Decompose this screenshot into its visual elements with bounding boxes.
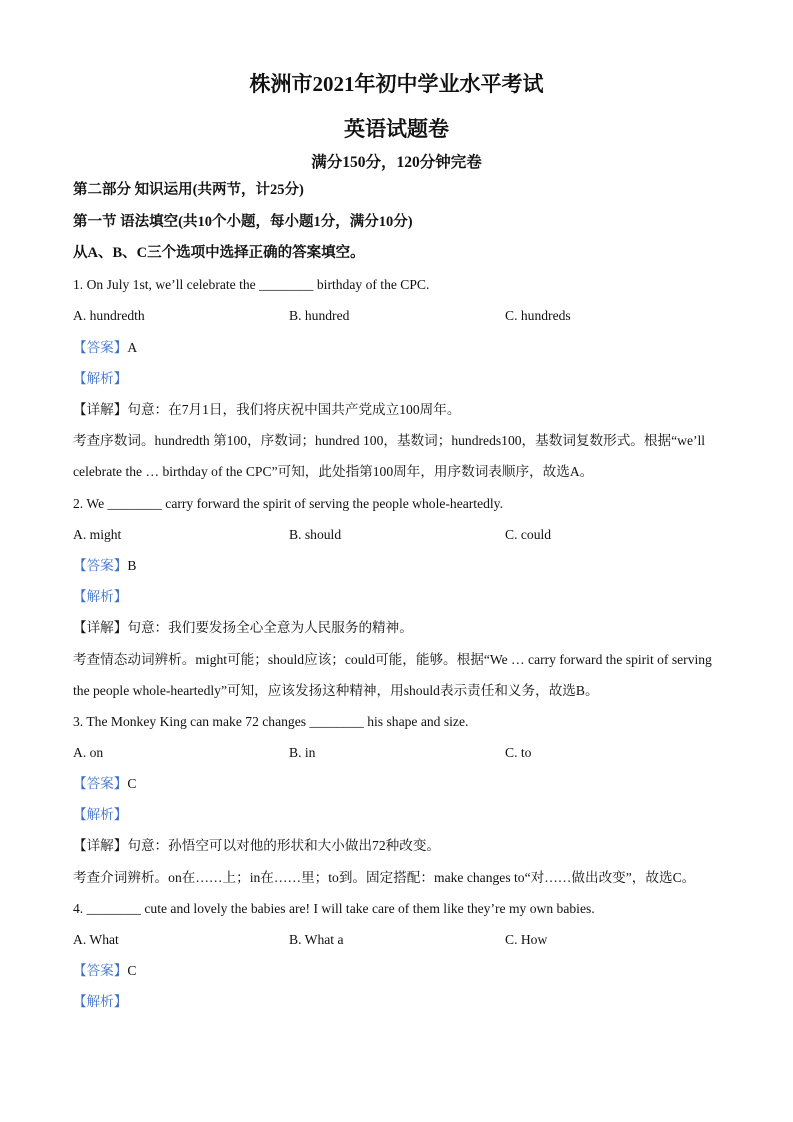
question-3-option-c: C. to [505,745,532,760]
question-4-option-c: C. How [505,932,548,947]
question-stem-1: 1. On July 1st, we’ll celebrate the ________ birthday of the CPC. [73,277,430,292]
exam-title: 株洲市2021年初中学业水平考试 [249,72,544,96]
analysis-tag: 【解析】 [73,807,128,822]
question-1-option-a: A. hundredth [73,308,145,323]
question-3-option-a: A. on [73,745,104,760]
detail-text: 句意：在7月1日，我们将庆祝中国共产党成立100周年。 [127,402,461,417]
question-stem-3: 3. The Monkey King can make 72 changes ________ his shape and size. [73,714,469,729]
analysis-tag: 【解析】 [73,589,128,604]
analysis-tag: 【解析】 [73,994,128,1009]
question-1-option-b: B. hundred [289,308,350,323]
answer-value: C [127,963,137,978]
answer-tag: 【答案】 [73,963,128,978]
question-2-option-a: A. might [73,527,122,542]
detail-text: 考查介词辨析。on在……上；in在……里；to到。固定搭配：make changes to“对……做出改变”，故选C。 [73,870,696,885]
detail-text: 考查序数词。hundredth 第100，序数词；hundred 100，基数词；hundreds100，基数词复数形式。根据“we’ll [73,433,706,448]
detail-text: the people whole-heartedly”可知，应该发扬这种精神，用should表示责任和义务，故选B。 [73,683,599,698]
part-heading: 第二部分 知识运用(共两节，计25分) [73,182,304,198]
question-4-option-a: A. What [73,932,119,947]
detail-line [73,618,413,638]
detail-line [73,836,440,856]
detail-tag: 【详解】 [73,620,128,635]
answer-value: C [127,776,137,791]
detail-text: celebrate the … birthday of the CPC”可知，此处指第100周年，用序数词表顺序，故选A。 [73,464,594,479]
detail-text: 句意：孙悟空可以对他的形状和大小做出72种改变。 [127,838,441,853]
analysis-tag-line-4 [73,992,127,1012]
question-1-option-c: C. hundreds [505,308,571,323]
answer-tag: 【答案】 [73,776,128,791]
analysis-tag-line-1 [73,369,127,389]
answer-value: A [127,340,138,355]
instruction-text: 从A、B、C三个选项中选择正确的答案填空。 [73,245,365,261]
answer-line-4 [73,961,136,981]
question-3-option-b: B. in [289,745,316,760]
answer-tag: 【答案】 [73,340,128,355]
score-info: 满分150分，120分钟完卷 [311,154,482,171]
question-stem-2: 2. We ________ carry forward the spirit of serving the people whole-heartedly. [73,496,503,511]
analysis-tag-line-3 [73,805,127,825]
analysis-tag-line-2 [73,587,127,607]
subsection-heading: 第一节 语法填空(共10个小题，每小题1分，满分10分) [73,214,413,230]
detail-text: 考查情态动词辨析。might可能；should应该；could可能，能够。根据“We … carry forward the spirit of serving [73,652,712,667]
analysis-tag: 【解析】 [73,371,128,386]
detail-tag: 【详解】 [73,838,128,853]
detail-tag: 【详解】 [73,402,128,417]
question-2-option-b: B. should [289,527,342,542]
exam-subtitle: 英语试题卷 [344,117,449,141]
answer-line-2 [73,556,136,576]
answer-value: B [127,558,137,573]
detail-line [73,400,460,420]
question-4-option-b: B. What a [289,932,344,947]
detail-text: 句意：我们要发扬全心全意为人民服务的精神。 [127,620,413,635]
question-2-option-c: C. could [505,527,552,542]
answer-line-3 [73,774,136,794]
question-stem-4: 4. ________ cute and lovely the babies are! I will take care of them like they’re my own babies. [73,901,595,916]
answer-tag: 【答案】 [73,558,128,573]
answer-line-1 [73,338,137,358]
